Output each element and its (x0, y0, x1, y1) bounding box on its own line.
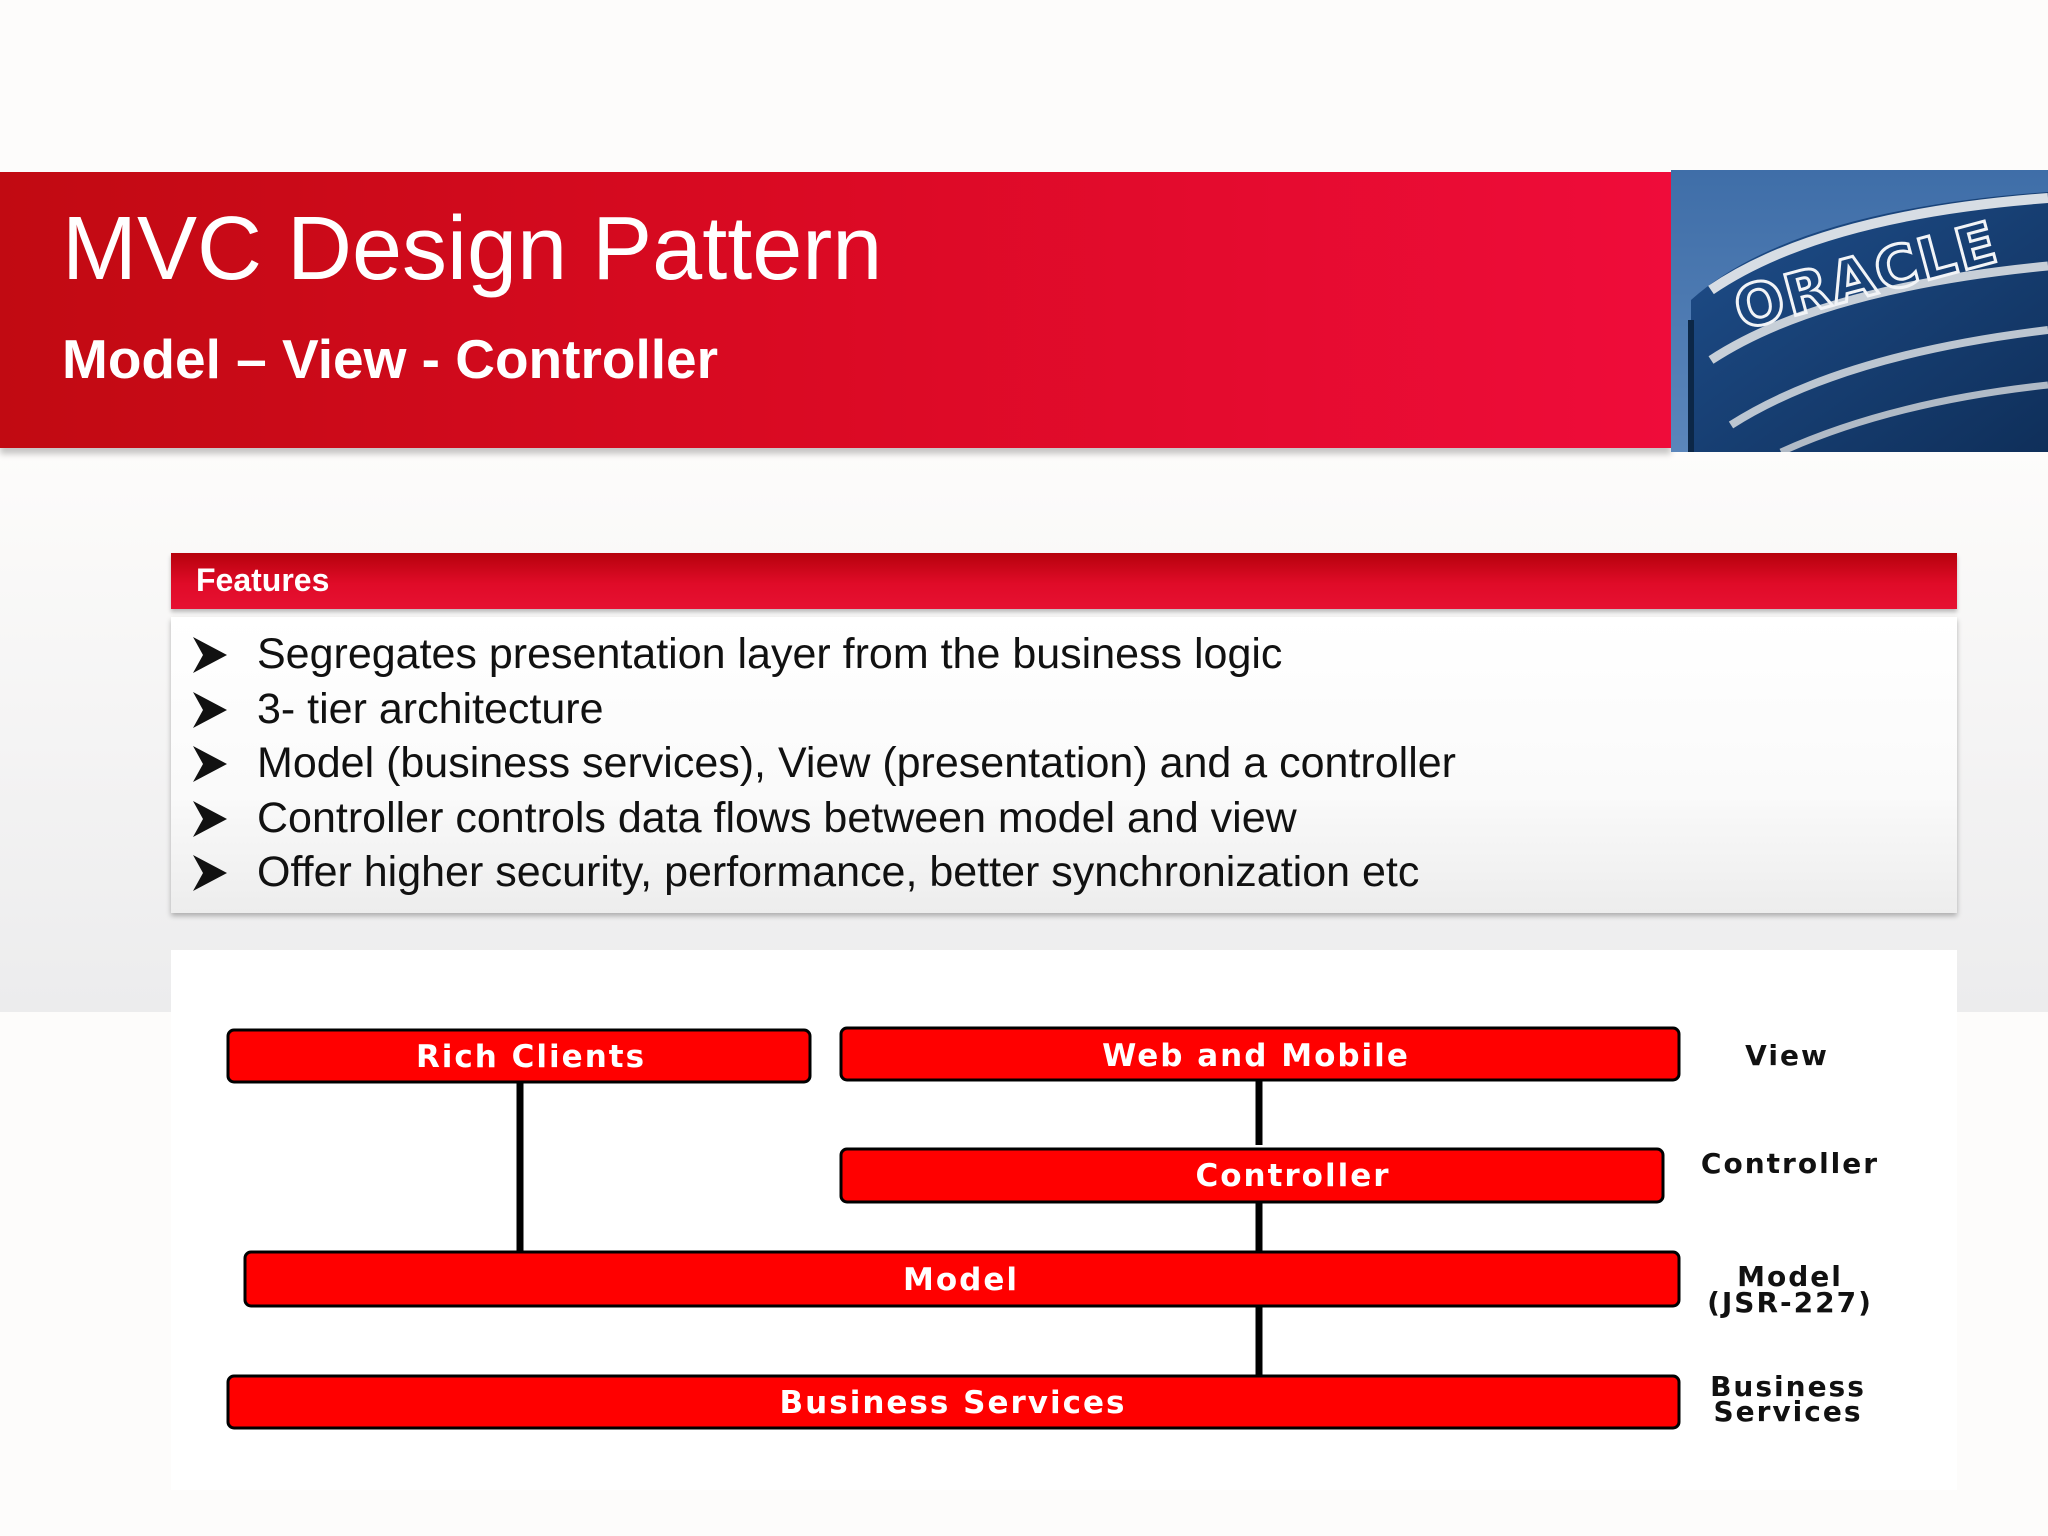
slide-title: MVC Design Pattern (62, 199, 883, 299)
web-mobile-label: Web and Mobile (1102, 1038, 1410, 1074)
controller-label: Controller (1195, 1158, 1391, 1194)
feature-text: Segregates presentation layer from the business logic (257, 630, 1283, 678)
feature-text: Controller controls data flows between model and view (257, 793, 1297, 842)
layer-services-label: Services (1713, 1395, 1863, 1428)
layer-business-label: Business (1710, 1370, 1866, 1403)
arrow-bullet-icon (193, 637, 227, 673)
layer-model-label: Model (1737, 1260, 1843, 1293)
layer-model-jsr-label: (JSR-227) (1707, 1286, 1873, 1319)
arrow-bullet-icon (193, 855, 227, 891)
mvc-diagram-panel (171, 950, 1957, 1490)
business-services-label: Business Services (779, 1385, 1127, 1421)
oracle-building-photo (1671, 170, 2048, 452)
layer-controller-label: Controller (1700, 1147, 1880, 1180)
feature-text: Model (business services), View (presentation) and a controller (257, 739, 1456, 787)
model-label: Model (903, 1262, 1019, 1298)
layer-view-label: View (1745, 1039, 1829, 1072)
features-panel (171, 617, 1957, 913)
feature-text: 3- tier architecture (257, 684, 604, 733)
oracle-logo-text: ORACLE (1727, 207, 2006, 344)
feature-text: Offer higher security, performance, better synchronization etc (257, 848, 1420, 896)
arrow-bullet-icon (193, 746, 227, 782)
arrow-bullet-icon (193, 801, 227, 837)
rich-clients-label: Rich Clients (415, 1039, 647, 1075)
mvc-diagram (171, 950, 1957, 1490)
arrow-bullet-icon (193, 692, 227, 728)
features-header (171, 553, 1957, 609)
features-heading: Features (196, 562, 330, 598)
slide-subtitle: Model – View - Controller (62, 328, 719, 390)
